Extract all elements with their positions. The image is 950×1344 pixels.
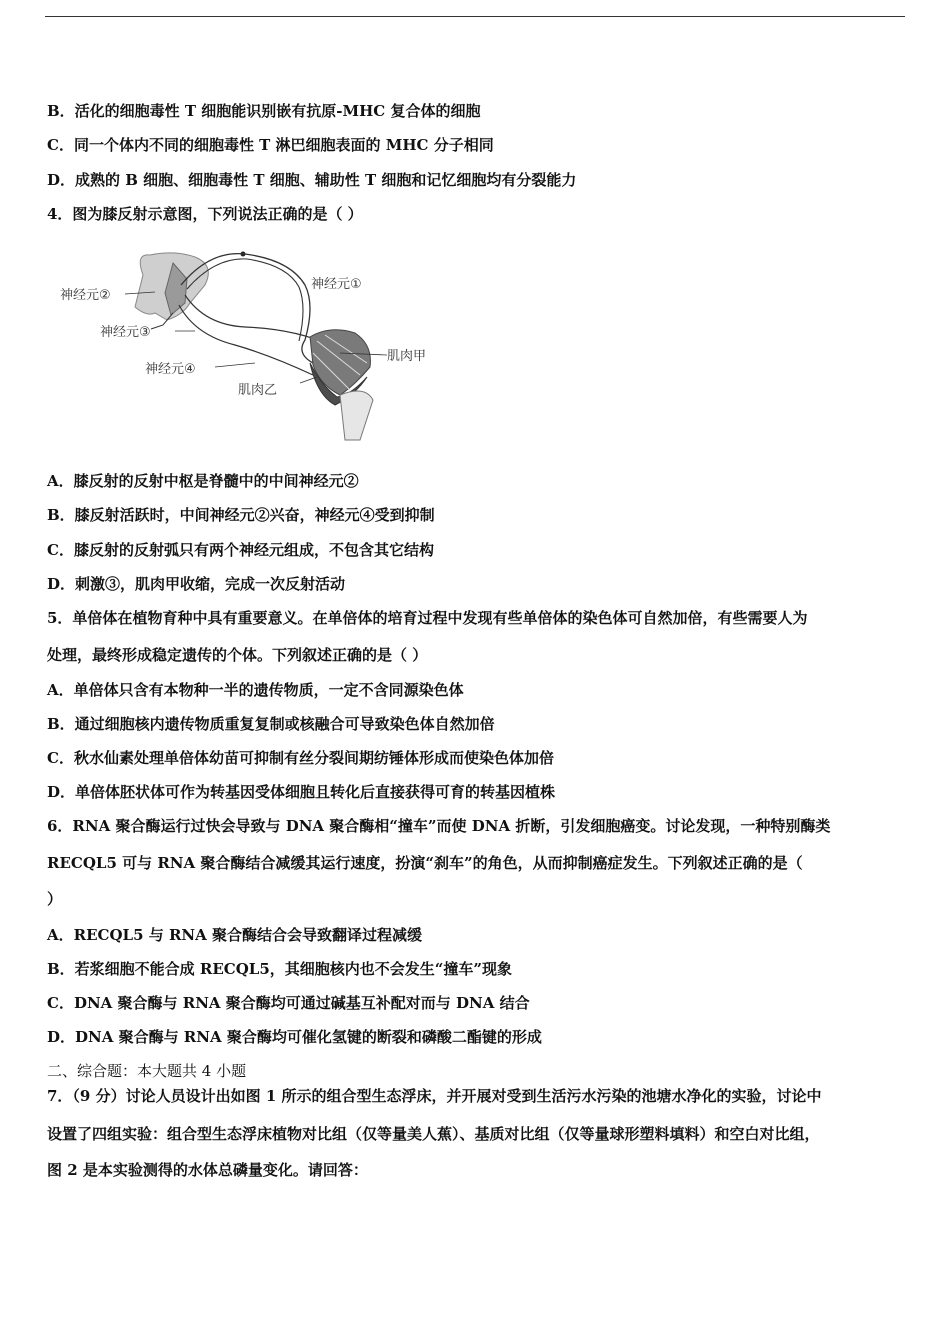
label-muscle-yi: 肌肉乙 — [238, 383, 278, 398]
label-neuron-3: 神经元③ — [100, 325, 151, 340]
q5-option-d: D．单倍体胚状体可作为转基因受体细胞且转化后直接获得可育的转基因植株 — [47, 783, 556, 801]
q7-line2: 设置了四组实验：组合型生态浮床植物对比组（仅等量美人蕉）、基质对比组（仅等量球形塑料填料）和空白对比组， — [47, 1125, 820, 1143]
q6-stem-line3: ） — [47, 890, 63, 908]
q5-option-b: B．通过细胞核内遗传物质重复复制或核融合可导致染色体自然加倍 — [47, 715, 495, 733]
knee-reflex-svg — [55, 245, 455, 445]
label-neuron-2: 神经元② — [60, 288, 111, 303]
q6-stem-line2: RECQL5 可与 RNA 聚合酶结合减缓其运行速度，扮演“刹车”的角色，从而抑制癌症发生。下列叙述正确的是（ — [47, 854, 803, 872]
section-2-heading: 二、综合题：本大题共 4 小题 — [47, 1062, 247, 1080]
q5-stem-line2: 处理，最终形成稳定遗传的个体。下列叙述正确的是（ ） — [47, 646, 428, 664]
header-rule — [45, 16, 905, 17]
q4-option-a: A．膝反射的反射中枢是脊髓中的中间神经元② — [47, 472, 359, 490]
q6-option-c: C．DNA 聚合酶与 RNA 聚合酶均可通过碱基互补配对而与 DNA 结合 — [47, 994, 530, 1012]
leader-yi — [300, 377, 317, 383]
q6-option-d: D．DNA 聚合酶与 RNA 聚合酶均可催化氢键的断裂和磷酸二酯键的形成 — [47, 1028, 542, 1046]
q4-option-b: B．膝反射活跃时，中间神经元②兴奋，神经元④受到抑制 — [47, 506, 435, 524]
neuron-4-path — [179, 305, 313, 375]
q6-option-a: A．RECQL5 与 RNA 聚合酶结合会导致翻译过程减缓 — [47, 926, 423, 944]
q6-option-b: B．若浆细胞不能合成 RECQL5，其细胞核内也不会发生“撞车”现象 — [47, 960, 513, 978]
q6-stem-line1: 6．RNA 聚合酶运行过快会导致与 DNA 聚合酶相“撞车”而使 DNA 折断，引发细胞癌变。讨论发现，一种特别酶类 — [47, 817, 831, 835]
knee-reflex-diagram — [55, 245, 455, 445]
q3-option-b: B．活化的细胞毒性 T 细胞能识别嵌有抗原-MHC 复合体的细胞 — [47, 102, 481, 120]
q7-line3: 图 2 是本实验测得的水体总磷量变化。请回答： — [47, 1161, 368, 1179]
label-neuron-1: 神经元① — [311, 277, 362, 292]
q5-stem-line1: 5．单倍体在植物育种中具有重要意义。在单倍体的培育过程中发现有些单倍体的染色体可自然加倍，有些需要人为 — [47, 609, 808, 627]
q5-option-c: C．秋水仙素处理单倍体幼苗可抑制有丝分裂间期纺锤体形成而使染色体加倍 — [47, 749, 554, 767]
q4-option-c: C．膝反射的反射弧只有两个神经元组成，不包含其它结构 — [47, 541, 434, 559]
q4-stem: 4．图为膝反射示意图，下列说法正确的是（ ） — [47, 205, 363, 223]
label-muscle-jia: 肌肉甲 — [387, 349, 427, 364]
q5-option-a: A．单倍体只含有本物种一半的遗传物质，一定不含同源染色体 — [47, 681, 464, 699]
q3-option-d: D．成熟的 B 细胞、细胞毒性 T 细胞、辅助性 T 细胞和记忆细胞均有分裂能力 — [47, 171, 577, 189]
label-neuron-4: 神经元④ — [145, 362, 196, 377]
leg-bone — [340, 391, 373, 440]
neuron-3-path — [185, 295, 330, 345]
q7-line1: 7．（9 分）讨论人员设计出如图 1 所示的组合型生态浮床，并开展对受到生活污水污染的池塘水净化的实验，讨论中 — [47, 1087, 822, 1105]
q4-option-d: D．刺激③，肌肉甲收缩，完成一次反射活动 — [47, 575, 346, 593]
leader-n4 — [215, 363, 255, 367]
q3-option-c: C．同一个体内不同的细胞毒性 T 淋巴细胞表面的 MHC 分子相同 — [47, 136, 494, 154]
